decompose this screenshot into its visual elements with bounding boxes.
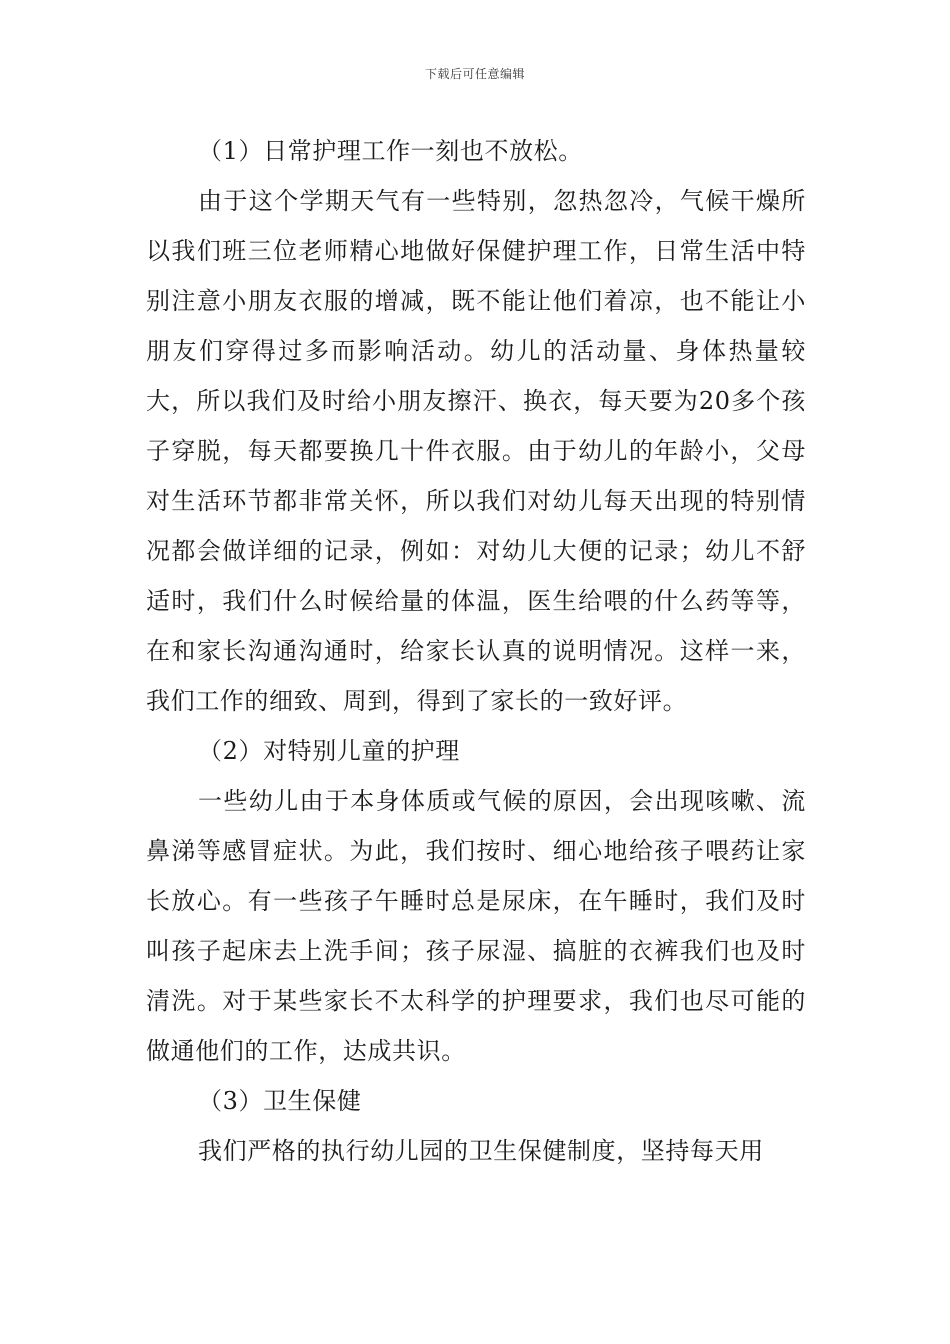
page-header: 下载后可任意编辑 xyxy=(424,67,525,81)
paragraph-2: 一些幼儿由于本身体质或气候的原因，会出现咳嗽、流鼻涕等感冒症状。为此，我们按时、细心地给孩子喂药让家长放心。有一些孩子午睡时总是尿床，在午睡时，我们及时叫孩子起床去上洗手间；孩子尿湿、搞脏的衣裤我们也及时清洗。对于某些家长不太科学的护理要求，我们也尽可能的做通他们的工作，达成共识。 xyxy=(146,787,806,1065)
paragraph-3: 我们严格的执行幼儿园的卫生保健制度，坚持每天用 xyxy=(198,1137,764,1165)
section-heading-3: （3）卫生保健 xyxy=(198,1087,362,1115)
section-heading-1: （1）日常护理工作一刻也不放松。 xyxy=(198,137,583,165)
paragraph-1: 由于这个学期天气有一些特别，忽热忽冷，气候干燥所以我们班三位老师精心地做好保健护理工作，日常生活中特别注意小朋友衣服的增减，既不能让他们着凉，也不能让小朋友们穿得过多而影响活动。幼儿的活动量、身体热量较大，所以我们及时给小朋友擦汗、换衣，每天要为20多个孩子穿脱，每天都要换几十件衣服。由于幼儿的年龄小，父母对生活环节都非常关怀，所以我们对幼儿每天出现的特别情况都会做详细的记录，例如：对幼儿大便的记录；幼儿不舒适时，我们什么时候给量的体温，医生给喂的什么药等等，在和家长沟通沟通时，给家长认真的说明情况。这样一来，我们工作的细致、周到，得到了家长的一致好评。 xyxy=(146,187,806,715)
section-heading-2: （2）对特别儿童的护理 xyxy=(198,737,460,765)
document-body xyxy=(146,126,806,1176)
